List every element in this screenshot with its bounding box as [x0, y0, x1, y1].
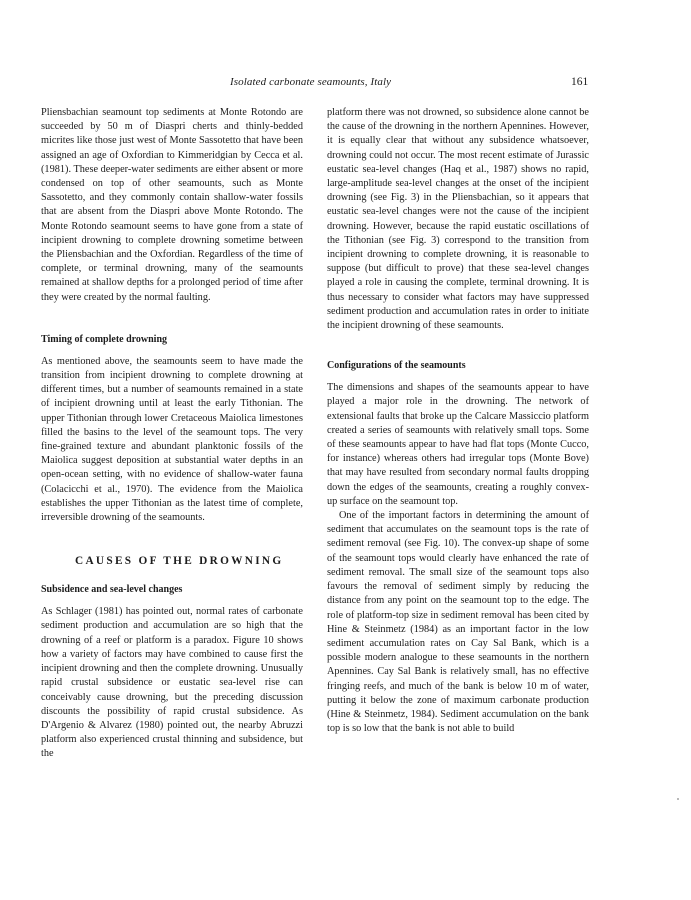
paragraph-sediment-removal: One of the important factors in determining the amount of sediment that accumulates on the seamount tops is the rate of sediment removal (see Fig. 10). The convex-up shape of some of the seamount tops would clearly have enhanced the rate of sediment removal. The small size of the seamount tops also favours the removal of sediment simply by reducing the distance from any point on the seamount top to the edge. The role of platform-top size in sediment removal has been cited by Hine & Steinmetz (1984) as an important factor in the low sediment accumulation rates on Cay Sal Bank, which is a possible modern analogue to these seamounts in the northern Apennines. Cay Sal Bank is relatively small, has no effective fringing reefs, and much of the bank is below 10 m of water, putting it below the zone of maximum carbonate production (Hine & Steinmetz, 1984). Sediment accumulation on the bank top is so low that the bank is not able to build: [327, 510, 589, 735]
scan-speck: [677, 798, 679, 800]
heading-timing-of-complete-drowning: Timing of complete drowning: [41, 333, 168, 345]
paragraph-subsidence: As Schlager (1981) has pointed out, normal rates of carbonate sediment production and accumulation are so high that the drowning of a reef or platform is a paradox. Figure 10 shows how a variety of factors may have combined to cause first the incipient drowning and then the complete drowning. Unusually rapid crustal subsidence or eustatic sea-level rise can conceivably cause drowning, but the preceding discussion discounts the possibility of rapid crustal subsidence. As D'Argenio & Alvarez (1980) pointed out, the nearby Abruzzi platform also experienced crustal thinning and subsidence, but the: [41, 606, 303, 760]
paragraph-seamount-sediments: Pliensbachian seamount top sediments at Monte Rotondo are succeeded by 50 m of Diaspri cherts and thinly-bedded micrites like those just west of Monte Sassotetto that have been assigned an age of Oxfordian to Kimmeridgian by Cecca et al. (1981). These deeper-water sediments are either absent or more condensed on top of other seamounts, such as Monte Sassotetto, and they commonly contain shallow-water fossils that are absent from the Diaspri above Monte Rotondo. The Monte Rotondo seamount seems to have gone from a state of incipient drowning to complete drowning sometime between the Pliensbachian and the Oxfordian. Regardless of the time of complete, or terminal drowning, many of the seamounts remained at shallow depths for a prolonged period of time after they were created by the normal faulting.: [41, 107, 303, 303]
running-title: Isolated carbonate seamounts, Italy: [230, 76, 392, 88]
page-number: 161: [571, 76, 589, 88]
paragraph-dimensions: The dimensions and shapes of the seamounts appear to have played a major role in the drowning. The network of extensional faults that broke up the Calcare Massiccio platform created a series of seamounts with relatively small tops. Some of these seamounts appear to have had flat tops (Monte Cucco, for instance) whereas others had irregular tops (Monte Bove) that may have resulted from secondary normal faults dropping down the edges of the seamounts, creating a roughly convex-up surface on the seamount top.: [327, 382, 589, 507]
section-heading-causes: CAUSES OF THE DROWNING: [75, 555, 284, 568]
paragraph-eustatic-changes: platform there was not drowned, so subsidence alone cannot be the cause of the drowning in the northern Apennines. However, it is equally clear that without any subsidence whatsoever, drowning could not occur. The most recent estimate of Jurassic eustatic sea-level changes (Haq et al., 1987) shows no rapid, large-amplitude sea-level changes at the onset of the incipient drowning (see Fig. 3) in the Pliensbachian, so it appears that eustatic sea-level changes were not the cause of the incipient drowning. However, because the rapid eustatic oscillations of the Tithonian (see Fig. 3) correspond to the transition from incipient drowning to complete drowning, it is reasonable to suppose (but difficult to prove) that these sea-level changes played a role in causing the complete, terminal drowning. It is thus necessary to consider what factors may have suppressed sediment production and accumulation rates in order to initiate the incipient drowning of these seamounts.: [327, 107, 589, 332]
running-header: [0, 76, 691, 92]
heading-configurations: Configurations of the seamounts: [327, 360, 466, 372]
heading-subsidence-sea-level: Subsidence and sea-level changes: [41, 584, 183, 596]
paragraph-timing: As mentioned above, the seamounts seem to have made the transition from incipient drowning to complete drowning at different times, but a number of seamounts remained in a state of incipient drowning until at least the early Tithonian. The upper Tithonian through lower Cretaceous Maiolica limestones filled the basins to the level of the seamount tops. The very fine-grained texture and abundant planktonic fossils of the Maiolica suggest deposition at substantial water depths in an open-ocean setting, with no evidence of shallow-water fauna (Colacicchi et al., 1970). The evidence from the Maiolica establishes the upper Tithonian as the latest time of complete, irreversible drowning of the seamounts.: [41, 355, 303, 524]
left-column: [41, 106, 303, 762]
right-column: [327, 106, 589, 736]
